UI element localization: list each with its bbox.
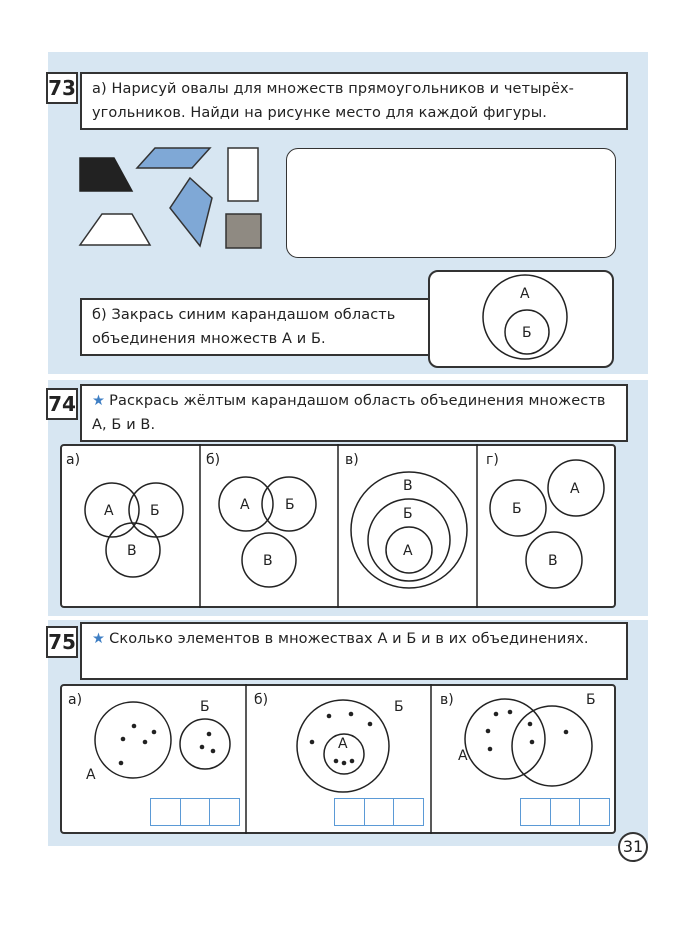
- set-a-label: А: [86, 767, 96, 783]
- answer-cell[interactable]: [521, 799, 551, 825]
- task74-text: [80, 384, 628, 442]
- answer-cell[interactable]: [365, 799, 395, 825]
- task73-drawing-area[interactable]: [286, 148, 616, 258]
- answer-box-a[interactable]: [150, 798, 240, 826]
- task73b-venn: [428, 270, 614, 368]
- set-a-circle: [95, 702, 171, 778]
- set-a-elements: [334, 759, 355, 766]
- set-c-label: В: [403, 478, 413, 494]
- answer-box-b[interactable]: [334, 798, 424, 826]
- answer-box-c[interactable]: [520, 798, 610, 826]
- set-a-label: А: [104, 503, 114, 519]
- set-a-label: А: [403, 543, 413, 559]
- panel-b-label: б): [206, 452, 221, 468]
- answer-cell[interactable]: [151, 799, 181, 825]
- star-icon: ★: [92, 393, 106, 409]
- set-a-elements: [119, 724, 157, 766]
- answer-cell[interactable]: [210, 799, 239, 825]
- panel-d-label: г): [486, 452, 499, 468]
- set-a-label: А: [240, 497, 250, 513]
- set-b-label: Б: [512, 501, 522, 517]
- intersection-elements: [528, 722, 535, 745]
- set-b-elements: [200, 732, 216, 754]
- set-c-label: В: [548, 553, 558, 569]
- set-b-label: Б: [403, 506, 413, 522]
- answer-cell[interactable]: [394, 799, 423, 825]
- task74-panels: [60, 444, 616, 608]
- set-c-label: В: [127, 543, 137, 559]
- set-a-label: А: [338, 736, 348, 752]
- white-trapezoid-shape: [80, 214, 150, 245]
- answer-cell[interactable]: [181, 799, 211, 825]
- task75-text-body: Сколько элементов в множествах А и Б и в их объединениях.: [109, 631, 589, 647]
- gray-square-shape: [226, 214, 261, 248]
- set-b-label: Б: [200, 699, 210, 715]
- page-number: 31: [618, 832, 648, 862]
- answer-cell[interactable]: [580, 799, 609, 825]
- blue-kite-shape: [170, 178, 212, 246]
- blue-parallelogram-shape: [137, 148, 210, 168]
- set-b-circle: [512, 706, 592, 786]
- panel-b-label: б): [254, 692, 269, 708]
- set-b-label: Б: [394, 699, 404, 715]
- task74-text-body: Раскрась жёлтым карандашом область объединения множеств А, Б и В.: [92, 393, 606, 433]
- set-b-label: Б: [586, 692, 596, 708]
- set-a-label: А: [458, 748, 468, 764]
- panel-a-label: а): [66, 452, 81, 468]
- answer-cell[interactable]: [551, 799, 581, 825]
- panel-a-label: а): [68, 692, 83, 708]
- star-icon: ★: [92, 631, 106, 647]
- task73b-text: б) Закрась синим карандашом область объединения множеств А и Б.: [80, 298, 430, 356]
- white-rectangle-shape: [228, 148, 258, 201]
- task73a-text: а) Нарисуй овалы для множеств прямоугольников и четырёх-угольников. Найди на рисунке место для каждой фигуры.: [80, 72, 628, 130]
- set-b-label: Б: [285, 497, 295, 513]
- set-b-label: Б: [150, 503, 160, 519]
- set-a-label: А: [570, 481, 580, 497]
- task73-shapes: [80, 146, 280, 256]
- set-a-label: А: [520, 286, 530, 302]
- set-b-circle: [180, 719, 230, 769]
- answer-cell[interactable]: [335, 799, 365, 825]
- set-b-label: Б: [522, 325, 532, 341]
- task75-text: [80, 622, 628, 680]
- set-b-elements: [564, 730, 569, 735]
- set-c-label: В: [263, 553, 273, 569]
- panel-c-label: в): [440, 692, 454, 708]
- task73-number: 73: [46, 72, 78, 104]
- panel-c-label: в): [345, 452, 359, 468]
- set-a-elements: [486, 710, 513, 752]
- task75-number: 75: [46, 626, 78, 658]
- task74-number: 74: [46, 388, 78, 420]
- dark-trapezoid-shape: [80, 158, 132, 191]
